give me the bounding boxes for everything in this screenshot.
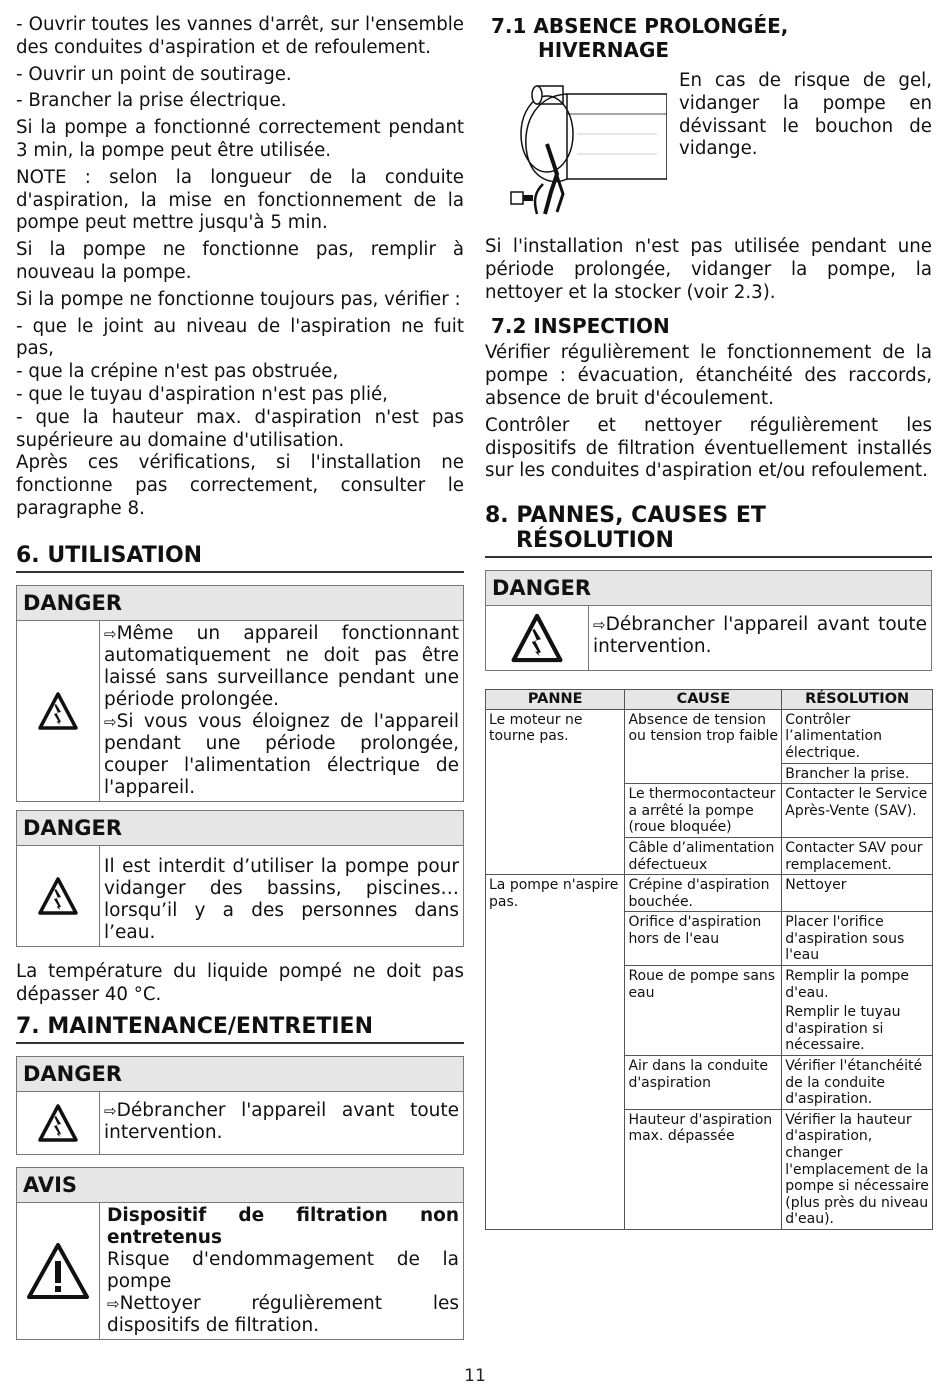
pump-drain-illustration (507, 74, 667, 224)
arrow-icon: ⇨ (104, 624, 117, 643)
danger-box-title: DANGER (17, 586, 463, 621)
intro-paragraph: Si la pompe ne fonctionne toujours pas, vérifier : (16, 288, 461, 310)
arrow-icon: ⇨ (104, 1102, 117, 1121)
electric-hazard-icon (17, 846, 100, 946)
intro-paragraph: - Ouvrir un point de soutirage. (16, 63, 292, 85)
resolution-cell: Brancher la prise. (782, 763, 933, 784)
danger-text: Il est interdit d’utiliser la pompe pour vidanger des bassins, piscines… lorsqu’il y a des personnes dans l’eau. (104, 855, 459, 943)
cause-cell: Hauteur d'aspiration max. dépassée (625, 1109, 782, 1229)
resolution-cell: Nettoyer (782, 875, 933, 912)
arrow-icon: ⇨ (107, 1295, 120, 1314)
notice-title: Dispositif de filtration non entretenus (107, 1205, 459, 1249)
heading-line: HIVERNAGE (538, 38, 670, 62)
resolution-line: Remplir la pompe d'eau. (785, 968, 909, 1001)
temperature-note: La température du liquide pompé ne doit pas dépasser 40 °C. (16, 960, 464, 1005)
table-row (486, 875, 933, 912)
resolution-cell: Contacter le Service Après-Vente (SAV). (782, 784, 933, 838)
cause-cell: Air dans la conduite d'aspiration (625, 1056, 782, 1110)
cause-cell: Crépine d'aspiration bouchée. (625, 875, 782, 912)
danger-box-unplug (16, 1056, 464, 1155)
left-column (16, 14, 464, 1348)
fault-cell: La pompe n'aspire pas. (486, 875, 625, 1230)
arrow-icon: ⇨ (104, 712, 117, 731)
resolution-cell: Vérifier l'étanchéité de la conduite d'aspiration. (782, 1056, 933, 1110)
check-conclusion: Après ces vérifications, si l'installation ne fonctionne pas correctement, consulter le paragraphe 8. (16, 452, 464, 519)
inspection-paragraph: Vérifier régulièrement le fonctionnement de la pompe : évacuation, étanchéité des raccords, absence de bruit d'écoulement. (485, 342, 932, 409)
inspection-paragraph: Contrôler et nettoyer régulièrement les dispositifs de filtration éventuellement installés sur les conduites d'aspiration et/ou refoulement. (485, 414, 932, 482)
long-absence-instruction: Si l'installation n'est pas utilisée pendant une période prolongée, vidanger la pompe, la nettoyer et la stocker (voir 2.3). (485, 236, 932, 303)
right-column (485, 14, 932, 1230)
danger-text: Même un appareil fonctionnant automatiquement ne doit pas être laissé sans surveillance pendant une période prolongée. (104, 622, 459, 710)
cause-cell: Orifice d'aspiration hors de l'eau (625, 912, 782, 966)
notice-box-title: AVIS (17, 1168, 463, 1203)
danger-box-title: DANGER (17, 1057, 463, 1092)
danger-text: Si vous vous éloignez de l'appareil pendant une période prolongée, couper l'alimentation électrique de l'appareil. (104, 710, 459, 798)
section-7-2-heading: 7.2 INSPECTION (491, 314, 670, 339)
resolution-cell (782, 966, 933, 1056)
resolution-cell: Vérifier la hauteur d'aspiration, changer l'emplacement de la pompe si nécessaire (plus près du niveau d'eau). (782, 1109, 933, 1229)
resolution-cell: Contrôler l’alimentation électrique. (782, 709, 933, 763)
electric-hazard-icon (17, 621, 100, 801)
resolution-cell: Placer l'orifice d'aspiration sous l'eau (782, 912, 933, 966)
danger-box-bathers (16, 810, 464, 947)
page-number: 11 (464, 1366, 486, 1386)
table-header-row (486, 690, 933, 710)
cause-cell: Le thermocontacteur a arrêté la pompe (roue bloquée) (625, 784, 782, 838)
heading-line: RÉSOLUTION (516, 528, 674, 554)
resolution-cell: Contacter SAV pour remplacement. (782, 837, 933, 874)
notice-action: Nettoyer régulièrement les dispositifs de filtration. (107, 1293, 459, 1337)
section-7-heading: 7. MAINTENANCE/ENTRETIEN (16, 1014, 464, 1044)
table-row (486, 709, 933, 763)
intro-paragraph: - Brancher la prise électrique. (16, 90, 287, 112)
exclamation-warning-icon (17, 1203, 100, 1339)
frost-instruction: En cas de risque de gel, vidanger la pompe en dévissant le bouchon de vidange. (679, 70, 932, 160)
check-item: - que la hauteur max. d'aspiration n'est pas supérieure au domaine d'utilisation. (16, 406, 464, 451)
electric-hazard-icon (486, 606, 589, 670)
troubleshooting-table (485, 689, 933, 1230)
section-8-heading (485, 503, 932, 558)
check-item: - que le joint au niveau de l'aspiration ne fuit pas, (16, 315, 464, 360)
column-header: CAUSE (625, 690, 782, 710)
cause-cell: Câble d’alimentation défectueux (625, 837, 782, 874)
danger-box-title: DANGER (17, 811, 463, 846)
check-item: - que le tuyau d'aspiration n'est pas plié, (16, 383, 388, 405)
cause-cell: Roue de pompe sans eau (625, 966, 782, 1056)
danger-text: Débrancher l'appareil avant toute intervention. (593, 614, 927, 658)
danger-box-supervision (16, 585, 464, 802)
fault-cell: Le moteur ne tourne pas. (486, 709, 625, 874)
intro-paragraph: Si la pompe a fonctionné correctement pendant 3 min, la pompe peut être utilisée. (16, 117, 464, 161)
intro-paragraph: - Ouvrir toutes les vannes d'arrêt, sur l'ensemble des conduites d'aspiration et de refoulement. (16, 14, 464, 58)
heading-line: 8. PANNES, CAUSES ET (485, 503, 766, 529)
danger-text: Débrancher l'appareil avant toute intervention. (104, 1100, 459, 1144)
column-header: PANNE (486, 690, 625, 710)
heading-line: 7.1 ABSENCE PROLONGÉE, (491, 14, 789, 38)
arrow-icon: ⇨ (593, 616, 606, 635)
column-header: RÉSOLUTION (782, 690, 933, 710)
check-item: - que la crépine n'est pas obstruée, (16, 361, 339, 383)
notice-box-filtration (16, 1167, 464, 1340)
danger-box-troubleshoot (485, 570, 932, 671)
resolution-line: Remplir le tuyau d'aspiration si nécessaire. (785, 1004, 901, 1054)
electric-hazard-icon (17, 1092, 100, 1154)
intro-paragraph: Si la pompe ne fonctionne pas, remplir à nouveau la pompe. (16, 239, 464, 283)
cause-cell: Absence de tension ou tension trop faible (625, 709, 782, 783)
section-7-1-heading (485, 14, 932, 62)
note-paragraph: NOTE : selon la longueur de la conduite d'aspiration, la mise en fonctionnement de la pompe peut mettre jusqu'à 5 min. (16, 166, 464, 234)
danger-box-title: DANGER (486, 571, 931, 606)
notice-risk: Risque d'endommagement de la pompe (107, 1249, 459, 1293)
section-6-heading: 6. UTILISATION (16, 543, 464, 573)
